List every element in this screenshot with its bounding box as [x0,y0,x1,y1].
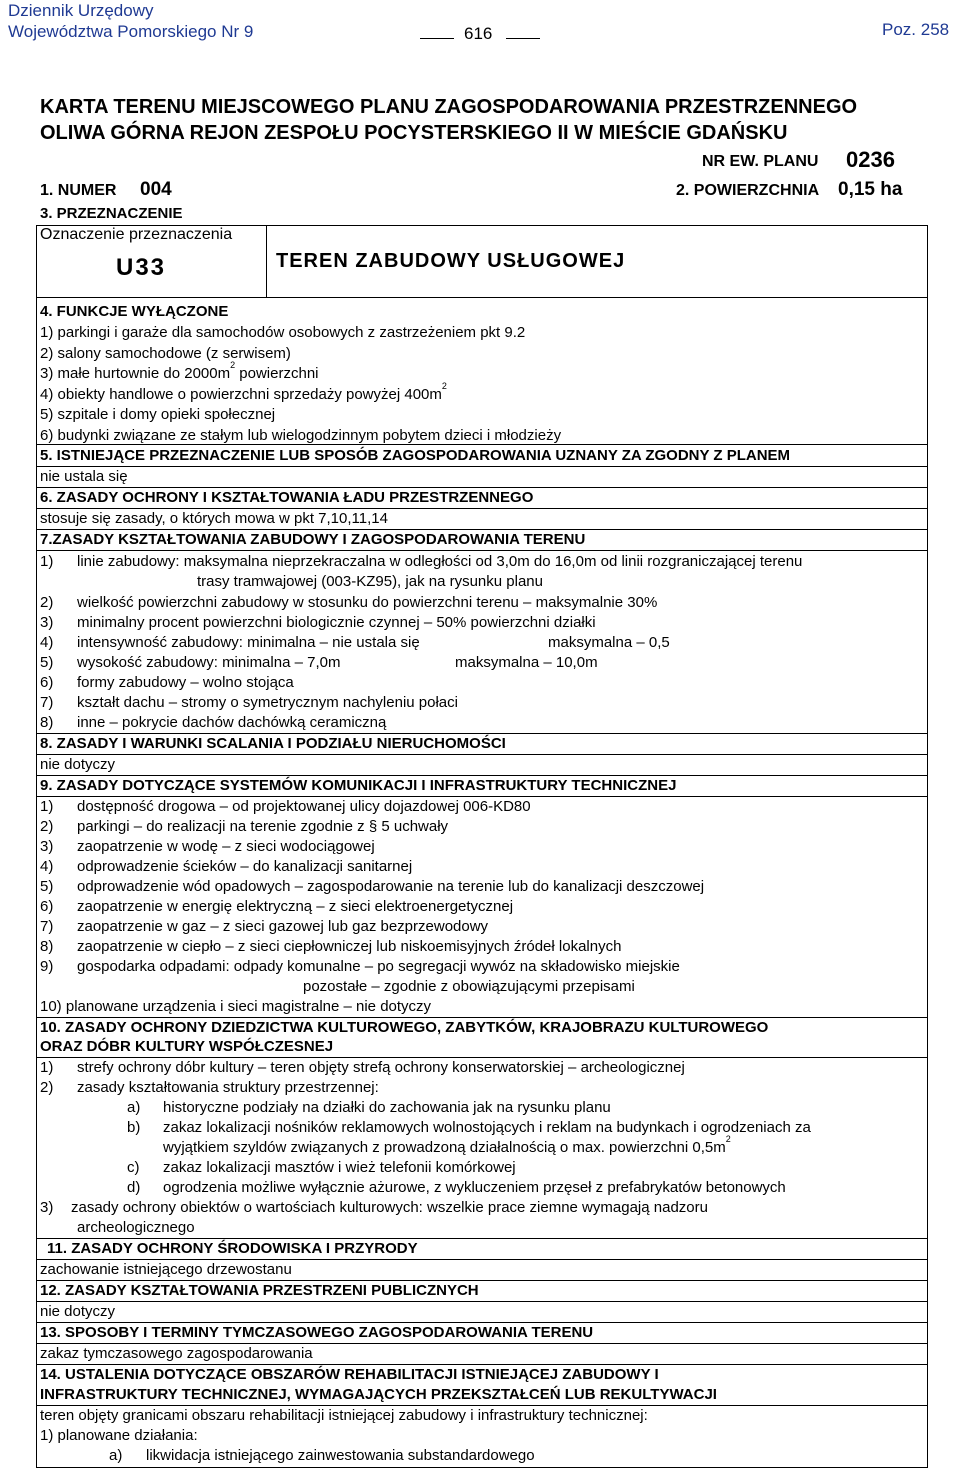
section-9-heading: 9. ZASADY DOTYCZĄCE SYSTEMÓW KOMUNIKACJI I INFRASTRUKTURY TECHNICZNEJ [40,777,677,794]
list-item: zaopatrzenie w wodę – z sieci wodociągowej [77,838,375,855]
item-number: 4) [40,634,54,651]
number-label: 1. NUMER [40,182,117,199]
item-number: 1) [40,1059,54,1076]
section-10-heading: 10. ZASADY OCHRONY DZIEDZICTWA KULTUROWEGO, ZABYTKÓW, KRAJOBRAZU KULTUROWEGO [40,1019,769,1036]
list-item: odprowadzenie ścieków – do kanalizacji sanitarnej [77,858,413,875]
list-subitem: historyczne podziały na działki do zachowania jak na rysunku planu [163,1099,611,1116]
excluded-item: 2) salony samochodowe (z serwisem) [40,345,291,362]
document-title-line1: KARTA TERENU MIEJSCOWEGO PLANU ZAGOSPODAROWANIA PRZESTRZENNEGO [40,96,858,118]
item-letter: a) [127,1099,141,1116]
item-number: 2) [40,1079,54,1096]
list-item: wysokość zabudowy: minimalna – 7,0m [77,654,341,671]
item-number: 5) [40,878,54,895]
item-number: 1) [40,553,54,570]
designation-sublabel: Oznaczenie przeznaczenia [40,226,233,243]
list-item: strefy ochrony dóbr kultury – teren objęty strefą ochrony konserwatorskiej – archeologicznej [77,1059,685,1076]
rule [36,1405,927,1406]
list-item: linie zabudowy: maksymalna nieprzekraczalna w odległości od 3,0m do 16,0m od linii rozgraniczającej terenu [77,553,803,570]
section-14-heading: 14. USTALENIA DOTYCZĄCE OBSZARÓW REHABILITACJI ISTNIEJĄCEJ ZABUDOWY I [40,1366,659,1383]
list-subitem-continuation: wyjątkiem szyldów związanych z prowadzoną działalnością o max. powierzchni $0,5m^2$ [163,1134,731,1156]
section-12-heading: 12. ZASADY KSZTAŁTOWANIA PRZESTRZENI PUBLICZNYCH [40,1282,479,1299]
list-item-max: maksymalna – 0,5 [548,634,670,651]
section-11-text: zachowanie istniejącego drzewostanu [40,1261,292,1278]
designation-name: TEREN ZABUDOWY USŁUGOWEJ [276,250,626,272]
list-subitem: zakaz lokalizacji masztów i wież telefonii komórkowej [163,1159,516,1176]
list-item: inne – pokrycie dachów dachówką ceramiczną [77,714,387,731]
document-title-line2: OLIWA GÓRNA REJON ZESPOŁU POCYSTERSKIEGO II W MIEŚCIE GDAŃSKU [40,122,788,144]
item-number: 3) [40,838,54,855]
designation-code: U33 [116,254,167,281]
item-number: 9) [40,958,54,975]
item-number: 8) [40,714,54,731]
rule [36,1057,927,1058]
item-number: 2) [40,818,54,835]
rule [36,1259,927,1260]
rule [36,1343,927,1344]
excluded-item: 6) budynki związane ze stałym lub wielogodzinnym pobytem dzieci i młodzieży [40,427,562,444]
rule [36,466,927,467]
section-13-text: zakaz tymczasowego zagospodarowania [40,1345,313,1362]
list-subitem: ogrodzenia możliwe wyłącznie ażurowe, z wykluczeniem przęseł z prefabrykatów betonowych [163,1179,786,1196]
item-number: 6) [40,674,54,691]
position-number: Poz. 258 [882,20,950,39]
rule [36,529,927,530]
list-item: parkingi – do realizacji na terenie zgodnie z § 5 uchwały [77,818,449,835]
rule [36,487,927,488]
section-8-heading: 8. ZASADY I WARUNKI SCALANIA I PODZIAŁU NIERUCHOMOŚCI [40,735,506,752]
excluded-item: 4) obiekty handlowe o powierzchni sprzedaży powyżej $400m^2$ [40,381,447,403]
item-number: 1) [40,798,54,815]
item-number: 7) [40,918,54,935]
area-value: 0,15 ha [838,179,903,200]
plan-number-value: 0236 [846,147,895,172]
excluded-functions-heading: 4. FUNKCJE WYŁĄCZONE [40,303,229,320]
rule [36,1301,927,1302]
section-7-heading: 7.ZASADY KSZTAŁTOWANIA ZABUDOWY I ZAGOSPODAROWANIA TERENU [40,531,586,548]
section-12-text: nie dotyczy [40,1303,116,1320]
section-13-heading: 13. SPOSOBY I TERMINY TYMCZASOWEGO ZAGOSPODAROWANIA TERENU [40,1324,594,1341]
item-number: 3) [40,614,54,631]
item-number: 7) [40,694,54,711]
list-item-continuation: trasy tramwajowej (003-KZ95), jak na rysunku planu [197,573,543,590]
plan-number-label: NR EW. PLANU [702,153,819,170]
rule [36,508,927,509]
list-item-continuation: archeologicznego [77,1219,195,1236]
excluded-item: 1) parkingi i garaże dla samochodów osobowych z zastrzeżeniem pkt 9.2 [40,324,526,341]
section-6-heading: 6. ZASADY OCHRONY I KSZTAŁTOWANIA ŁADU PRZESTRZENNEGO [40,489,534,506]
list-item: zasady kształtowania struktury przestrzennej: [77,1079,379,1096]
list-item: formy zabudowy – wolno stojąca [77,674,294,691]
rule [36,1017,927,1018]
list-item: intensywność zabudowy: minimalna – nie ustala się [77,634,420,651]
journal-issue: Województwa Pomorskiego Nr 9 [8,22,254,41]
area-label: 2. POWIERZCHNIA [676,182,820,199]
list-item: zaopatrzenie w gaz – z sieci gazowej lub gaz bezprzewodowy [77,918,489,935]
page-number-dash-left [420,38,454,39]
list-item: zaopatrzenie w energię elektryczną – z sieci elektroenergetycznej [77,898,514,915]
list-item: dostępność drogowa – od projektowanej ulicy dojazdowej 006-KD80 [77,798,531,815]
section-8-text: nie dotyczy [40,756,116,773]
rule [36,1364,927,1365]
item-number: 6) [40,898,54,915]
page-number-dash-right [506,38,540,39]
rule [36,1280,927,1281]
journal-name: Dziennik Urzędowy [8,1,154,20]
rule [36,796,927,797]
list-item: odprowadzenie wód opadowych – zagospodarowanie na terenie lub do kanalizacji deszczowej [77,878,705,895]
list-subitem: likwidacja istniejącego zainwestowania substandardowego [146,1447,535,1464]
section-14-text: 1) planowane działania: [40,1427,198,1444]
rule [36,754,927,755]
item-letter: a) [109,1447,123,1464]
list-item: zaopatrzenie w ciepło – z sieci ciepłowniczej lub niskoemisyjnych źródeł lokalnych [77,938,622,955]
section-11-heading: 11. ZASADY OCHRONY ŚRODOWISKA I PRZYRODY [47,1240,418,1257]
designation-divider [266,225,267,297]
list-item: zasady ochrony obiektów o wartościach kulturowych: wszelkie prace ziemne wymagają nadzoru [71,1199,708,1216]
number-value: 004 [140,179,172,200]
list-subitem: zakaz lokalizacji nośników reklamowych wolnostojących i reklam na budynkach i ogrodzeniach za [163,1119,811,1136]
list-item: minimalny procent powierzchni biologicznie czynnej – 50% powierzchni działki [77,614,596,631]
list-item: kształt dachu – stromy o symetrycznym nachyleniu połaci [77,694,458,711]
item-letter: d) [127,1179,141,1196]
item-number: 5) [40,654,54,671]
item-letter: c) [127,1159,140,1176]
item-letter: b) [127,1119,141,1136]
item-number: 4) [40,858,54,875]
rule [36,550,927,551]
list-item-max: maksymalna – 10,0m [455,654,598,671]
page-number: 616 [464,24,493,43]
rule [36,1322,927,1323]
list-item: 10) planowane urządzenia i sieci magistralne – nie dotyczy [40,998,432,1015]
rule [36,1238,927,1239]
excluded-item: 3) małe hurtownie do $2000m^2$ powierzchni [40,360,319,382]
rule [36,775,927,776]
section-5-text: nie ustala się [40,468,128,485]
list-item-continuation: pozostałe – zgodnie z obowiązującymi przepisami [303,978,635,995]
designation-heading: 3. PRZEZNACZENIE [40,205,183,222]
item-number: 8) [40,938,54,955]
list-item: gospodarka odpadami: odpady komunalne – po segregacji wywóz na składowisko miejskie [77,958,680,975]
section-14-heading-cont: INFRASTRUKTURY TECHNICZNEJ, WYMAGAJĄCYCH PRZEKSZTAŁCEŃ LUB REKULTYWACJI [40,1386,717,1403]
section-6-text: stosuje się zasady, o których mowa w pkt 7,10,11,14 [40,510,388,527]
item-number: 2) [40,594,54,611]
item-number: 3) [40,1199,54,1216]
list-item: wielkość powierzchni zabudowy w stosunku do powierzchni terenu – maksymalnie 30% [77,594,658,611]
excluded-item: 5) szpitale i domy opieki społecznej [40,406,276,423]
section-14-text: teren objęty granicami obszaru rehabilitacji istniejącej zabudowy i infrastruktury technicznej: [40,1407,648,1424]
section-5-heading: 5. ISTNIEJĄCE PRZEZNACZENIE LUB SPOSÓB ZAGOSPODAROWANIA UZNANY ZA ZGODNY Z PLANEM [40,447,791,464]
rule [36,733,927,734]
section-10-heading-cont: ORAZ DÓBR KULTURY WSPÓŁCZESNEJ [40,1038,334,1055]
